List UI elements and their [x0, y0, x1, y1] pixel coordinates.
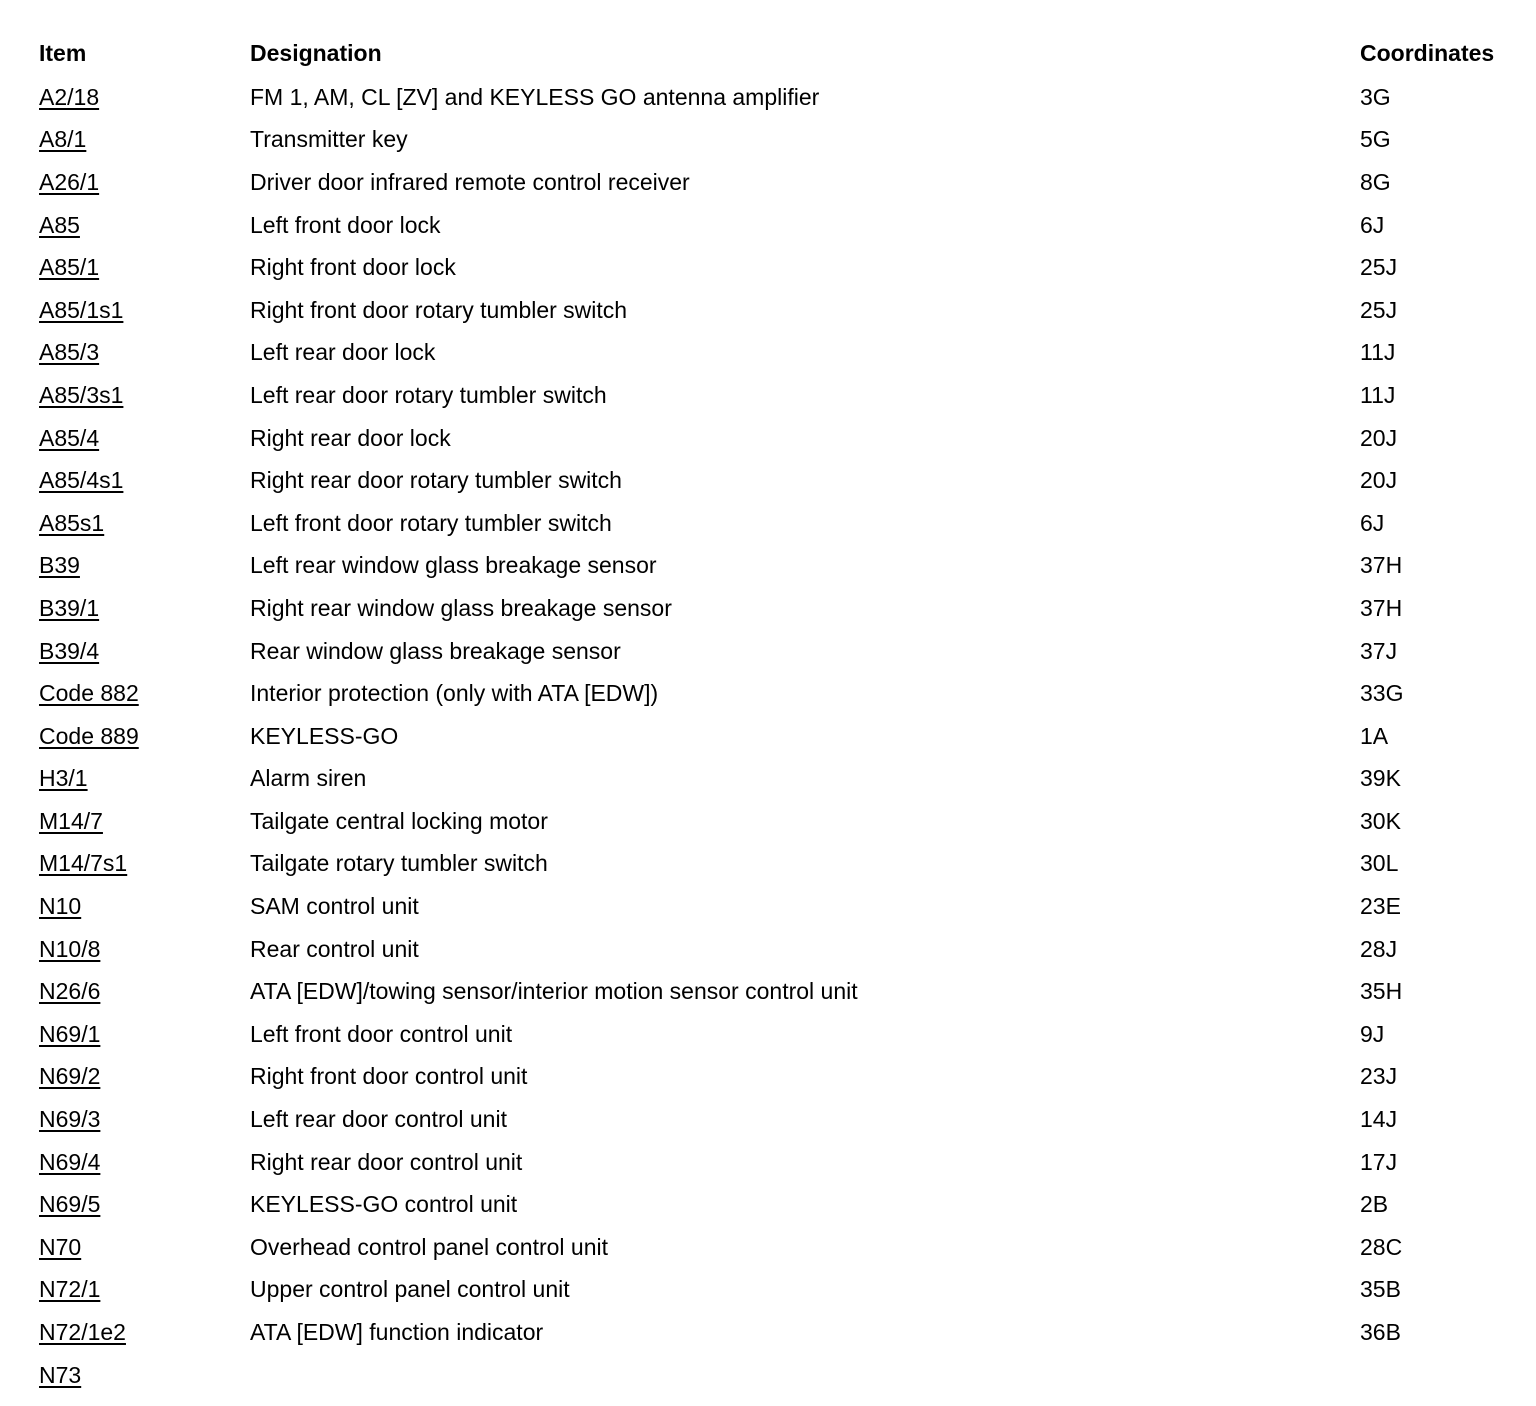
coordinates-cell: 5G — [1360, 126, 1391, 153]
coordinates-cell: 23J — [1360, 1063, 1398, 1090]
item-cell — [39, 1063, 250, 1090]
item-link[interactable]: A85/4s1 — [39, 467, 124, 494]
table-header — [39, 34, 1519, 72]
designation-cell: Tailgate rotary tumbler switch — [250, 850, 548, 877]
coordinates-cell: 1A — [1360, 722, 1389, 749]
table-body — [39, 76, 1519, 1396]
designation-cell: Driver door infrared remote control receiver — [250, 168, 690, 195]
designation-cell: ATA [EDW] function indicator — [250, 1319, 544, 1346]
item-cell — [39, 425, 250, 452]
column-header-designation: Designation — [250, 39, 382, 66]
table-row — [39, 1183, 1519, 1226]
item-cell — [39, 212, 250, 239]
coordinates-cell: 37J — [1360, 637, 1398, 664]
item-cell — [39, 1319, 250, 1346]
item-cell — [39, 1234, 250, 1261]
coordinates-cell: 6J — [1360, 211, 1385, 238]
item-cell — [39, 84, 250, 111]
item-link[interactable]: N69/4 — [39, 1148, 101, 1175]
coordinates-cell: 28J — [1360, 935, 1398, 962]
table-row — [39, 289, 1519, 332]
coordinates-cell: 36B — [1360, 1319, 1401, 1346]
designation-cell: Alarm siren — [250, 765, 367, 792]
item-link[interactable]: N26/6 — [39, 978, 101, 1005]
coordinates-cell: 28C — [1360, 1233, 1403, 1260]
designation-cell: Left rear door rotary tumbler switch — [250, 381, 607, 408]
designation-cell: KEYLESS-GO — [250, 722, 399, 749]
coordinates-cell: 20J — [1360, 467, 1398, 494]
item-cell — [39, 467, 250, 494]
table-row — [39, 885, 1519, 928]
item-link[interactable]: N69/2 — [39, 1063, 101, 1090]
designation-cell: Upper control panel control unit — [250, 1276, 570, 1303]
item-cell — [39, 1149, 250, 1176]
item-cell — [39, 339, 250, 366]
item-cell — [39, 978, 250, 1005]
item-link[interactable]: N69/5 — [39, 1191, 101, 1218]
table-row — [39, 800, 1519, 843]
coordinates-cell: 30K — [1360, 807, 1401, 834]
table-row — [39, 459, 1519, 502]
coordinates-cell: 11J — [1360, 381, 1396, 408]
table-row — [39, 1013, 1519, 1056]
item-cell — [39, 850, 250, 877]
item-link[interactable]: A85s1 — [39, 509, 105, 536]
table-row — [39, 119, 1519, 162]
table-row — [39, 672, 1519, 715]
item-cell — [39, 893, 250, 920]
item-link[interactable]: H3/1 — [39, 765, 88, 792]
item-cell — [39, 552, 250, 579]
table-row — [39, 1098, 1519, 1141]
table-row — [39, 1141, 1519, 1184]
coordinates-cell: 9J — [1360, 1020, 1385, 1047]
table-row — [39, 76, 1519, 119]
designation-cell: KEYLESS-GO control unit — [250, 1191, 518, 1218]
table-row — [39, 1354, 1519, 1397]
coordinates-cell: 6J — [1360, 509, 1385, 536]
designation-cell: Right rear door rotary tumbler switch — [250, 467, 622, 494]
table-row — [39, 417, 1519, 460]
designation-cell: Right front door control unit — [250, 1063, 528, 1090]
component-legend-table — [39, 34, 1519, 1396]
item-link[interactable]: B39/4 — [39, 637, 100, 664]
table-row — [39, 1056, 1519, 1099]
designation-cell: Overhead control panel control unit — [250, 1233, 608, 1260]
coordinates-cell: 20J — [1360, 424, 1398, 451]
coordinates-cell: 17J — [1360, 1148, 1398, 1175]
coordinates-cell: 39K — [1360, 765, 1401, 792]
designation-cell: Rear control unit — [250, 935, 419, 962]
designation-cell: Tailgate central locking motor — [250, 807, 548, 834]
item-link[interactable]: N73 — [39, 1361, 82, 1388]
column-header-item: Item — [39, 39, 87, 66]
coordinates-cell: 2B — [1360, 1191, 1389, 1218]
designation-cell: Right front door rotary tumbler switch — [250, 296, 628, 323]
coordinates-cell: 23E — [1360, 893, 1401, 920]
table-row — [39, 1311, 1519, 1354]
item-cell — [39, 595, 250, 622]
item-cell — [39, 638, 250, 665]
item-cell — [39, 723, 250, 750]
table-row — [39, 374, 1519, 417]
table-row — [39, 928, 1519, 971]
item-link[interactable]: A85/4 — [39, 424, 100, 451]
item-cell — [39, 1191, 250, 1218]
item-link[interactable]: A85/3s1 — [39, 381, 124, 408]
table-row — [39, 587, 1519, 630]
table-row — [39, 161, 1519, 204]
table-row — [39, 332, 1519, 375]
item-cell — [39, 765, 250, 792]
item-cell — [39, 680, 250, 707]
designation-cell: Right rear door lock — [250, 424, 451, 451]
designation-cell: Left front door control unit — [250, 1020, 513, 1047]
item-link[interactable]: B39 — [39, 552, 80, 579]
designation-cell: Right rear door control unit — [250, 1148, 523, 1175]
table-row — [39, 758, 1519, 801]
item-link[interactable]: N10 — [39, 893, 82, 920]
coordinates-cell: 33G — [1360, 680, 1404, 707]
coordinates-cell: 25J — [1360, 296, 1398, 323]
designation-cell: FM 1, AM, CL [ZV] and KEYLESS GO antenna amplifier — [250, 83, 820, 110]
item-cell — [39, 1021, 250, 1048]
item-cell — [39, 297, 250, 324]
item-link[interactable]: A85/1 — [39, 254, 100, 281]
designation-cell: Interior protection (only with ATA [EDW]) — [250, 680, 659, 707]
designation-cell: Rear window glass breakage sensor — [250, 637, 621, 664]
coordinates-cell: 37H — [1360, 552, 1403, 579]
coordinates-cell: 25J — [1360, 254, 1398, 281]
item-cell — [39, 808, 250, 835]
coordinates-cell: 3G — [1360, 83, 1391, 110]
designation-cell: Left front door rotary tumbler switch — [250, 509, 612, 536]
item-link[interactable]: N69/1 — [39, 1020, 101, 1047]
coordinates-cell: 35H — [1360, 978, 1403, 1005]
item-link[interactable]: N72/1 — [39, 1276, 101, 1303]
item-cell — [39, 510, 250, 537]
table-row — [39, 1269, 1519, 1312]
table-row — [39, 502, 1519, 545]
designation-cell: Right front door lock — [250, 254, 456, 281]
coordinates-cell: 11J — [1360, 339, 1396, 366]
coordinates-cell: 8G — [1360, 168, 1391, 195]
item-cell — [39, 1276, 250, 1303]
item-cell — [39, 382, 250, 409]
item-cell — [39, 1106, 250, 1133]
item-link[interactable]: M14/7 — [39, 807, 103, 834]
item-cell — [39, 169, 250, 196]
designation-cell: Left front door lock — [250, 211, 441, 238]
item-cell — [39, 126, 250, 153]
table-row — [39, 970, 1519, 1013]
table-row — [39, 843, 1519, 886]
designation-cell: Left rear door lock — [250, 339, 436, 366]
item-link[interactable]: N69/3 — [39, 1106, 101, 1133]
item-link[interactable]: N10/8 — [39, 935, 101, 962]
item-link[interactable]: Code 882 — [39, 680, 139, 707]
item-link[interactable]: A85 — [39, 211, 80, 238]
coordinates-cell: 35B — [1360, 1276, 1401, 1303]
item-cell — [39, 936, 250, 963]
item-link[interactable]: Code 889 — [39, 722, 139, 749]
item-cell — [39, 1362, 250, 1389]
table-row — [39, 630, 1519, 673]
designation-cell: SAM control unit — [250, 893, 419, 920]
designation-cell: ATA [EDW]/towing sensor/interior motion sensor control unit — [250, 978, 858, 1005]
table-row — [39, 715, 1519, 758]
designation-cell: Transmitter key — [250, 126, 408, 153]
table-row — [39, 545, 1519, 588]
coordinates-cell: 14J — [1360, 1106, 1398, 1133]
item-link[interactable]: B39/1 — [39, 594, 100, 621]
designation-cell: Right rear window glass breakage sensor — [250, 594, 672, 621]
designation-cell: Left rear window glass breakage sensor — [250, 552, 657, 579]
item-link[interactable]: A2/18 — [39, 83, 100, 110]
coordinates-cell: 37H — [1360, 594, 1403, 621]
table-row — [39, 246, 1519, 289]
table-row — [39, 1226, 1519, 1269]
table-row — [39, 204, 1519, 247]
item-link[interactable]: A85/3 — [39, 339, 100, 366]
coordinates-cell: 30L — [1360, 850, 1399, 877]
item-link[interactable]: A26/1 — [39, 168, 100, 195]
item-link[interactable]: N70 — [39, 1233, 82, 1260]
column-header-coordinates: Coordinates — [1360, 39, 1495, 66]
designation-cell: Left rear door control unit — [250, 1106, 507, 1133]
item-link[interactable]: N72/1e2 — [39, 1319, 126, 1346]
item-link[interactable]: A85/1s1 — [39, 296, 124, 323]
item-link[interactable]: M14/7s1 — [39, 850, 128, 877]
item-link[interactable]: A8/1 — [39, 126, 87, 153]
item-cell — [39, 254, 250, 281]
